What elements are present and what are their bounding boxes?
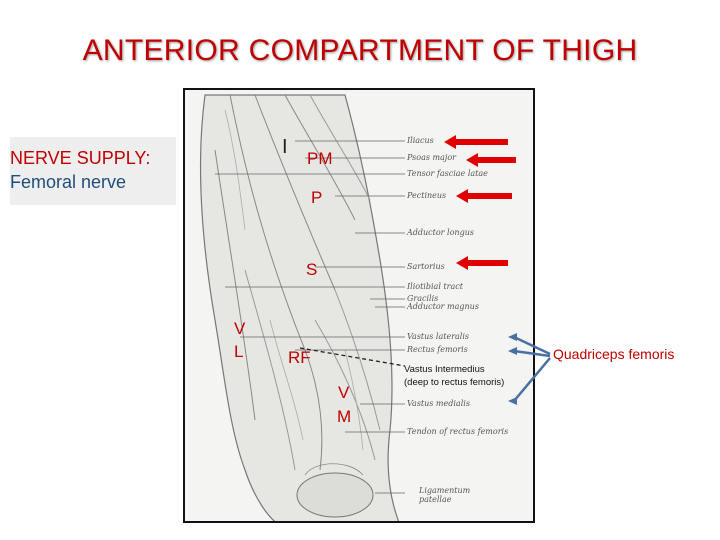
anat-label-psoas-major: Psoas major [407,153,456,162]
nerve-supply-value: Femoral nerve [10,172,127,192]
letter-pectineus: P [311,188,323,207]
anat-label-adductor-magnus: Adductor magnus [407,302,479,311]
arrow-left-red-icon [456,255,510,271]
anat-label-tensor-fasciae-latae: Tensor fasciae latae [407,169,488,178]
quadriceps-femoris-label: Quadriceps femoris [553,346,675,362]
anat-label-rectus-femoris: Rectus femoris [407,345,468,354]
arrow-left-red-icon [456,188,514,204]
letter-sartorius: S [306,260,318,279]
anat-label-ligamentum: Ligamentum [419,486,471,495]
letter-iliacus: I [282,136,288,158]
letter-vastus-lateralis-v: V [234,319,246,338]
arrow-left-red-icon [444,134,510,150]
letter-vastus-medialis-m: M [337,407,352,426]
anat-label-gracilis: Gracilis [407,294,439,303]
nerve-supply-box [10,137,176,205]
arrow-left-red-icon [466,152,518,168]
nerve-supply-label: NERVE SUPPLY: [10,148,151,168]
letter-rectus-femoris: RF [288,348,311,367]
anat-label-vastus-lateralis: Vastus lateralis [407,332,470,341]
anat-label-pectineus: Pectineus [407,191,447,200]
vastus-intermedius-label [404,363,516,389]
page-title: ANTERIOR COMPARTMENT OF THIGH [82,34,638,67]
anat-label-adductor-longus: Adductor longus [407,228,474,237]
letter-psoas-major: PM [307,149,333,168]
anat-label-iliacus: Iliacus [407,136,434,145]
anat-label-patellae: patellae [419,495,452,504]
anat-label-vastus-medialis: Vastus medialis [407,399,470,408]
anat-label-sartorius: Sartorius [407,262,445,271]
anat-label-tendon-rectus-femoris: Tendon of rectus femoris [407,427,509,436]
letter-vastus-lateralis-l: L [234,342,244,361]
vastus-intermedius-note: (deep to rectus femoris) [404,377,505,388]
anat-label-iliotibial-tract: Iliotibial tract [407,282,463,291]
vastus-intermedius-name: Vastus Intermedius [404,364,485,375]
letter-vastus-medialis-v: V [338,383,350,402]
